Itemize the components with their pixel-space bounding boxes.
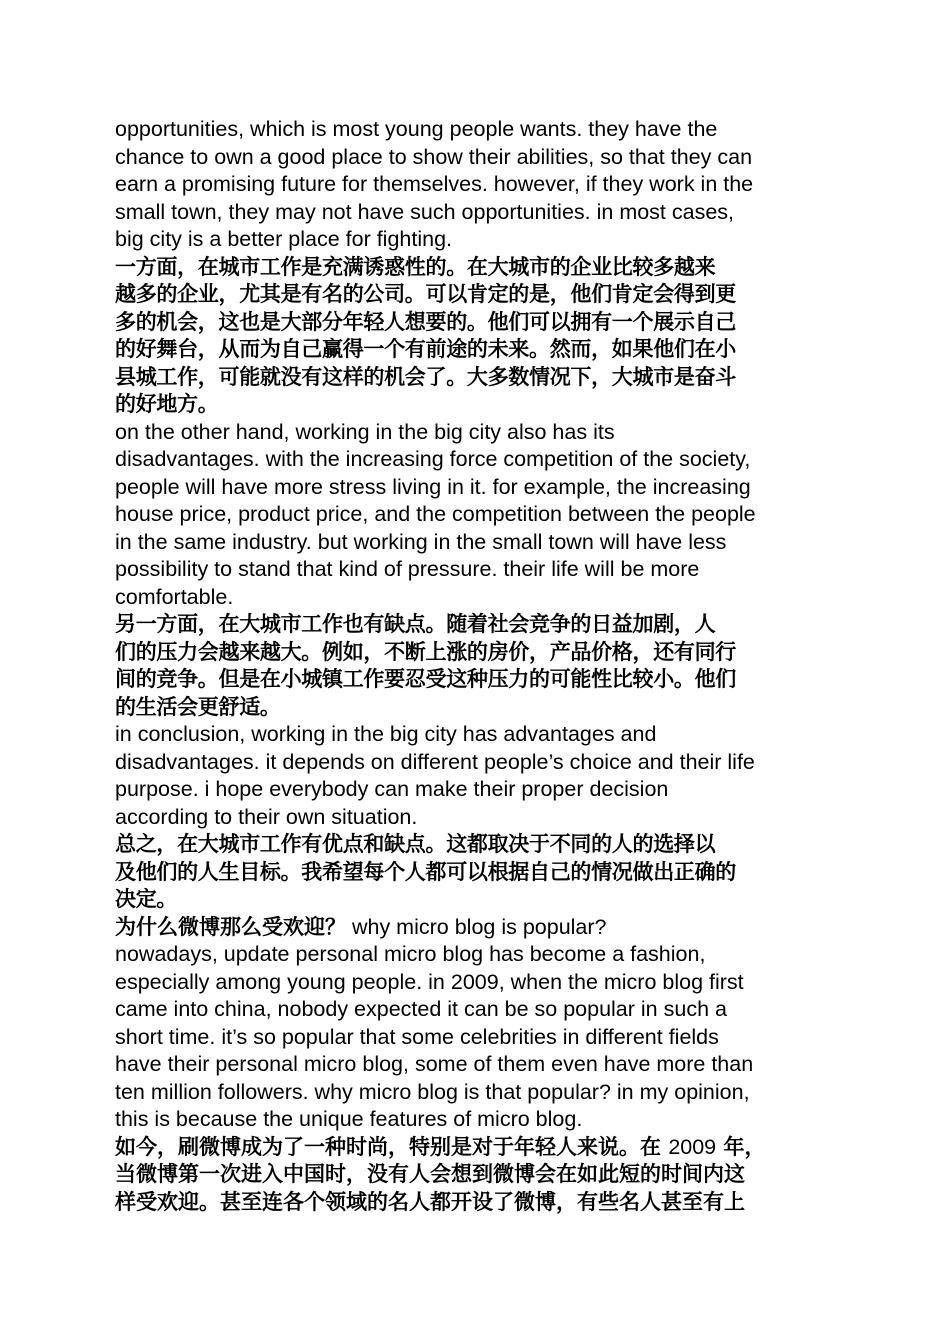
paragraph-chinese-one-hand: 一方面，在城市工作是充满诱惑性的。在大城市的企业比较多越来 越多的企业，尤其是有名的公司。可以肯定的是，他们肯定会得到更 多的机会，这也是大部分年轻人想要的。他们可以拥有一个展示自己 的好舞台，从而为自己赢得一个有前途的未来。然而，如果他们在小 县城工作，可能就没有这样的机会了。大多数情况下，大城市是奋斗 的好地方。 [115,254,736,416]
micro-blog-chinese-part-a: 如今，刷微博成为了一种时尚，特别是对于年轻人来说。在 [115,1134,669,1159]
document-page [115,116,855,1216]
section-heading-micro-blog [115,914,855,942]
paragraph-english-micro-blog: nowadays, update personal micro blog has become a fashion, especially among young people. in 2009, when the micro blog first came into china, nobody expected it can be so popular in such a short time. it’s so popular that some celebrities in different fields have their personal micro blog, some of them even have more than ten million followers. why micro blog is that popular? in my opinion, this is because the unique features of micro blog. [115,942,754,1131]
paragraph-english-other-hand: on the other hand, working in the big city also has its disadvantages. with the increasing force competition of the society, people will have more stress living in it. for example, the increasing house price, product price, and the competition between the people in the same industry. but working in the small town will have less possibility to stand that kind of pressure. their life will be more comfortable. [115,419,756,609]
micro-blog-chinese-part-b: 年， 当微博第一次进入中国时，没有人会想到微博会在如此短的时间内这 样受欢迎。甚至连各个领域的名人都开设了微博，有些名人甚至有上 [115,1134,766,1214]
heading-english: why micro blog is popular? [346,914,607,939]
micro-blog-year: 2009 [668,1134,717,1159]
paragraph-english-conclusion: in conclusion, working in the big city has advantages and disadvantages. it depends on different people’s choice and their life purpose. i hope everybody can make their proper decision according to their own situation. [115,722,755,829]
paragraph-chinese-conclusion: 总之，在大城市工作有优点和缺点。这都取决于不同的人的选择以 及他们的人生目标。我希望每个人都可以根据自己的情况做出正确的 决定。 [115,832,736,911]
paragraph-english-opportunities: opportunities, which is most young people wants. they have the chance to own a good place to show their abilities, so that they can earn a promising future for themselves. however, if they work in the small town, they may not have such opportunities. in most cases, big city is a better place for fighting. [115,117,754,251]
paragraph-chinese-other-hand: 另一方面，在大城市工作也有缺点。随着社会竞争的日益加剧，人 们的压力会越来越大。例如，不断上涨的房价，产品价格，还有同行 间的竞争。但是在小城镇工作要忍受这种压力的可能性比较小。他们 的生活会更舒适。 [115,612,736,719]
heading-chinese: 为什么微博那么受欢迎？ [115,914,346,939]
paragraph-chinese-micro-blog [115,1134,855,1217]
